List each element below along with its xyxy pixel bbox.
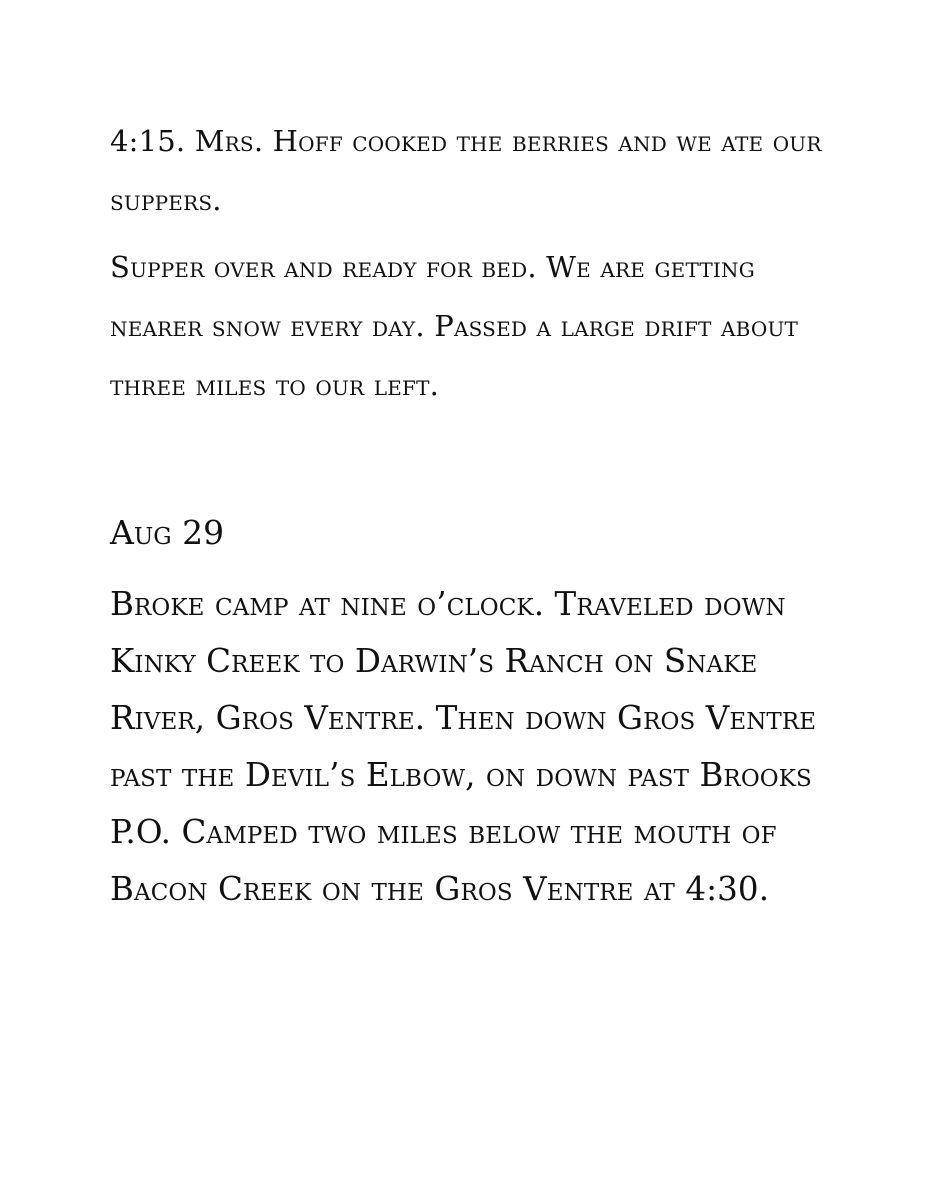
entry-paragraph: Supper over and ready for bed. We are getting nearer snow every day. Passed a large drift about three miles to our left. bbox=[110, 250, 799, 402]
journal-entry-aug-29 bbox=[110, 500, 830, 918]
entry-date: Aug 29 bbox=[110, 513, 225, 552]
journal-entry-continued bbox=[110, 112, 830, 415]
journal-page bbox=[110, 112, 830, 918]
entry-paragraph: 4:15. Mrs. Hoff cooked the berries and we ate our suppers. bbox=[110, 124, 822, 217]
entry-paragraph: Broke camp at nine o’clock. Traveled down Kinky Creek to Darwin’s Ranch on Snake River, Gros Ventre. Then down Gros Ventre past the Devil’s Elbow, on down past Brooks P.O. Camped two miles below the mouth of Bacon Creek on the Gros Ventre at 4:30. bbox=[110, 585, 817, 908]
